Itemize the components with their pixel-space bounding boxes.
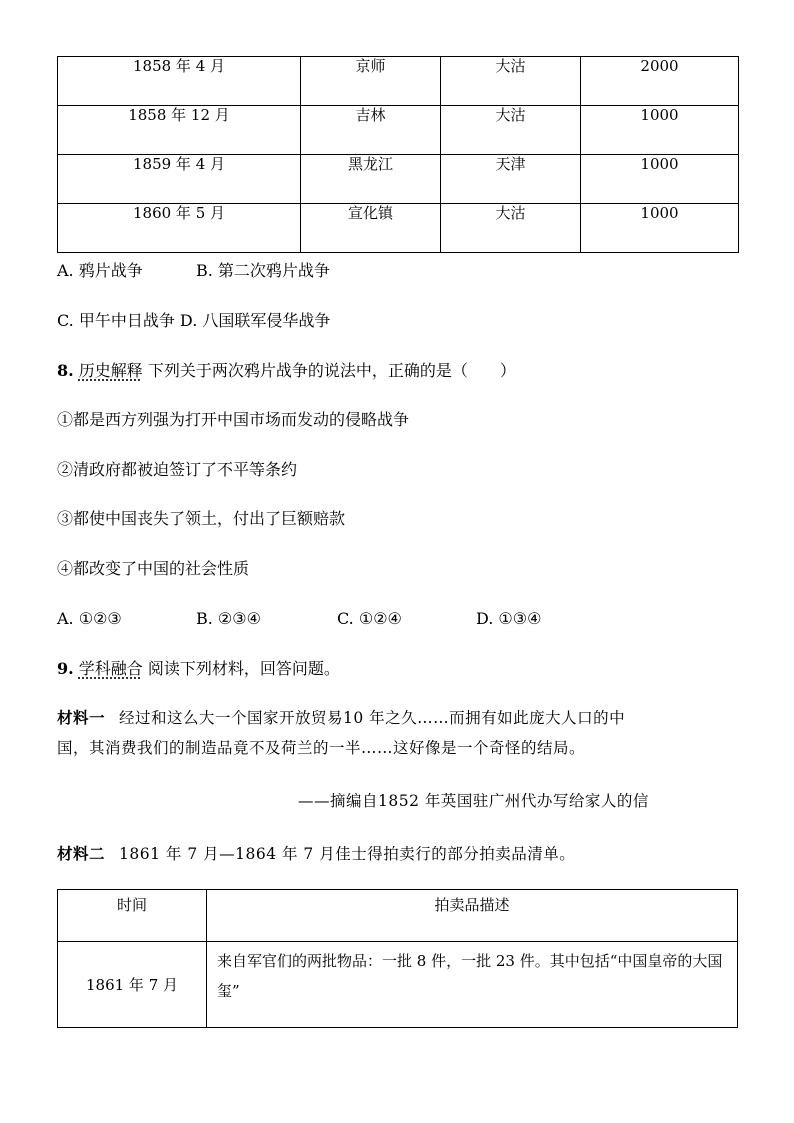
table-row (58, 942, 738, 1028)
q8-option-c[interactable]: C. ①②④ (337, 609, 402, 628)
table-row (58, 57, 739, 106)
q8-option-b[interactable]: B. ②③④ (196, 609, 261, 628)
cell-amount: 2000 (581, 57, 739, 106)
q8-option-d[interactable]: D. ①③④ (476, 609, 542, 628)
cell-place: 京师 (301, 57, 441, 106)
material-2-text: 1861 年 7 月—1864 年 7 月佳士得拍卖行的部分拍卖品清单。 (119, 845, 576, 863)
cell-port: 大沽 (441, 57, 581, 106)
material-1-label: 材料一 (57, 709, 106, 727)
cell-amount: 1000 (581, 155, 739, 204)
q7-options-cd[interactable]: C. 甲午中日战争 D. 八国联军侵华战争 (57, 311, 331, 330)
cell-time: 1858 年 4 月 (58, 57, 301, 106)
table-header-row (58, 890, 738, 942)
cell-place: 宣化镇 (301, 204, 441, 253)
material-2-label: 材料二 (57, 845, 106, 863)
q8-statement-1: ①都是西方列强为打开中国市场而发动的侵略战争 (57, 410, 410, 429)
cell-amount: 1000 (581, 106, 739, 155)
table-row (58, 204, 739, 253)
material-1-line-2: 国，其消费我们的制造品竟不及荷兰的一半……这好像是一个奇怪的结局。 (57, 739, 586, 757)
q7-option-b[interactable]: B. 第二次鸦片战争 (196, 261, 330, 280)
table-row (58, 155, 739, 204)
q8-tag: 历史解释 (78, 361, 143, 380)
q8-option-a[interactable]: A. ①②③ (57, 609, 122, 628)
cell-time: 1861 年 7 月 (58, 942, 207, 1028)
material-1-line-1: 经过和这么大一个国家开放贸易10 年之久……而拥有如此庞大人口的中 (119, 709, 626, 727)
q9-tag: 学科融合 (78, 659, 143, 678)
q9-stem: 阅读下列材料，回答问题。 (147, 659, 340, 678)
q8-question (57, 360, 516, 382)
header-time: 时间 (58, 890, 207, 942)
q7-option-a[interactable]: A. 鸦片战争 (57, 261, 143, 280)
q9-number: 9. (57, 659, 74, 678)
material-1-source: ——摘编自1852 年英国驻广州代办写给家人的信 (298, 792, 649, 810)
material-2 (57, 839, 575, 869)
q8-statement-2: ②清政府都被迫签订了不平等条约 (57, 460, 298, 479)
cell-port: 大沽 (441, 106, 581, 155)
q8-statement-3: ③都使中国丧失了领土，付出了巨额赔款 (57, 509, 346, 528)
q8-stem: 下列关于两次鸦片战争的说法中，正确的是（ ） (147, 361, 516, 380)
cell-port: 天津 (441, 155, 581, 204)
cell-place: 吉林 (301, 106, 441, 155)
cell-desc: 来自军官们的两批物品：一批 8 件，一批 23 件。其中包括“中国皇帝的大国玺” (207, 942, 738, 1028)
table-row (58, 106, 739, 155)
material-1 (57, 703, 747, 763)
header-desc: 拍卖品描述 (207, 890, 738, 942)
cell-time: 1858 年 12 月 (58, 106, 301, 155)
cell-time: 1860 年 5 月 (58, 204, 301, 253)
cell-place: 黑龙江 (301, 155, 441, 204)
auction-table (57, 889, 738, 1028)
q8-number: 8. (57, 361, 74, 380)
cell-port: 大沽 (441, 204, 581, 253)
cell-time: 1859 年 4 月 (58, 155, 301, 204)
q8-statement-4: ④都改变了中国的社会性质 (57, 559, 250, 578)
cell-amount: 1000 (581, 204, 739, 253)
artifact-table (57, 56, 739, 253)
q9-question (57, 658, 340, 680)
